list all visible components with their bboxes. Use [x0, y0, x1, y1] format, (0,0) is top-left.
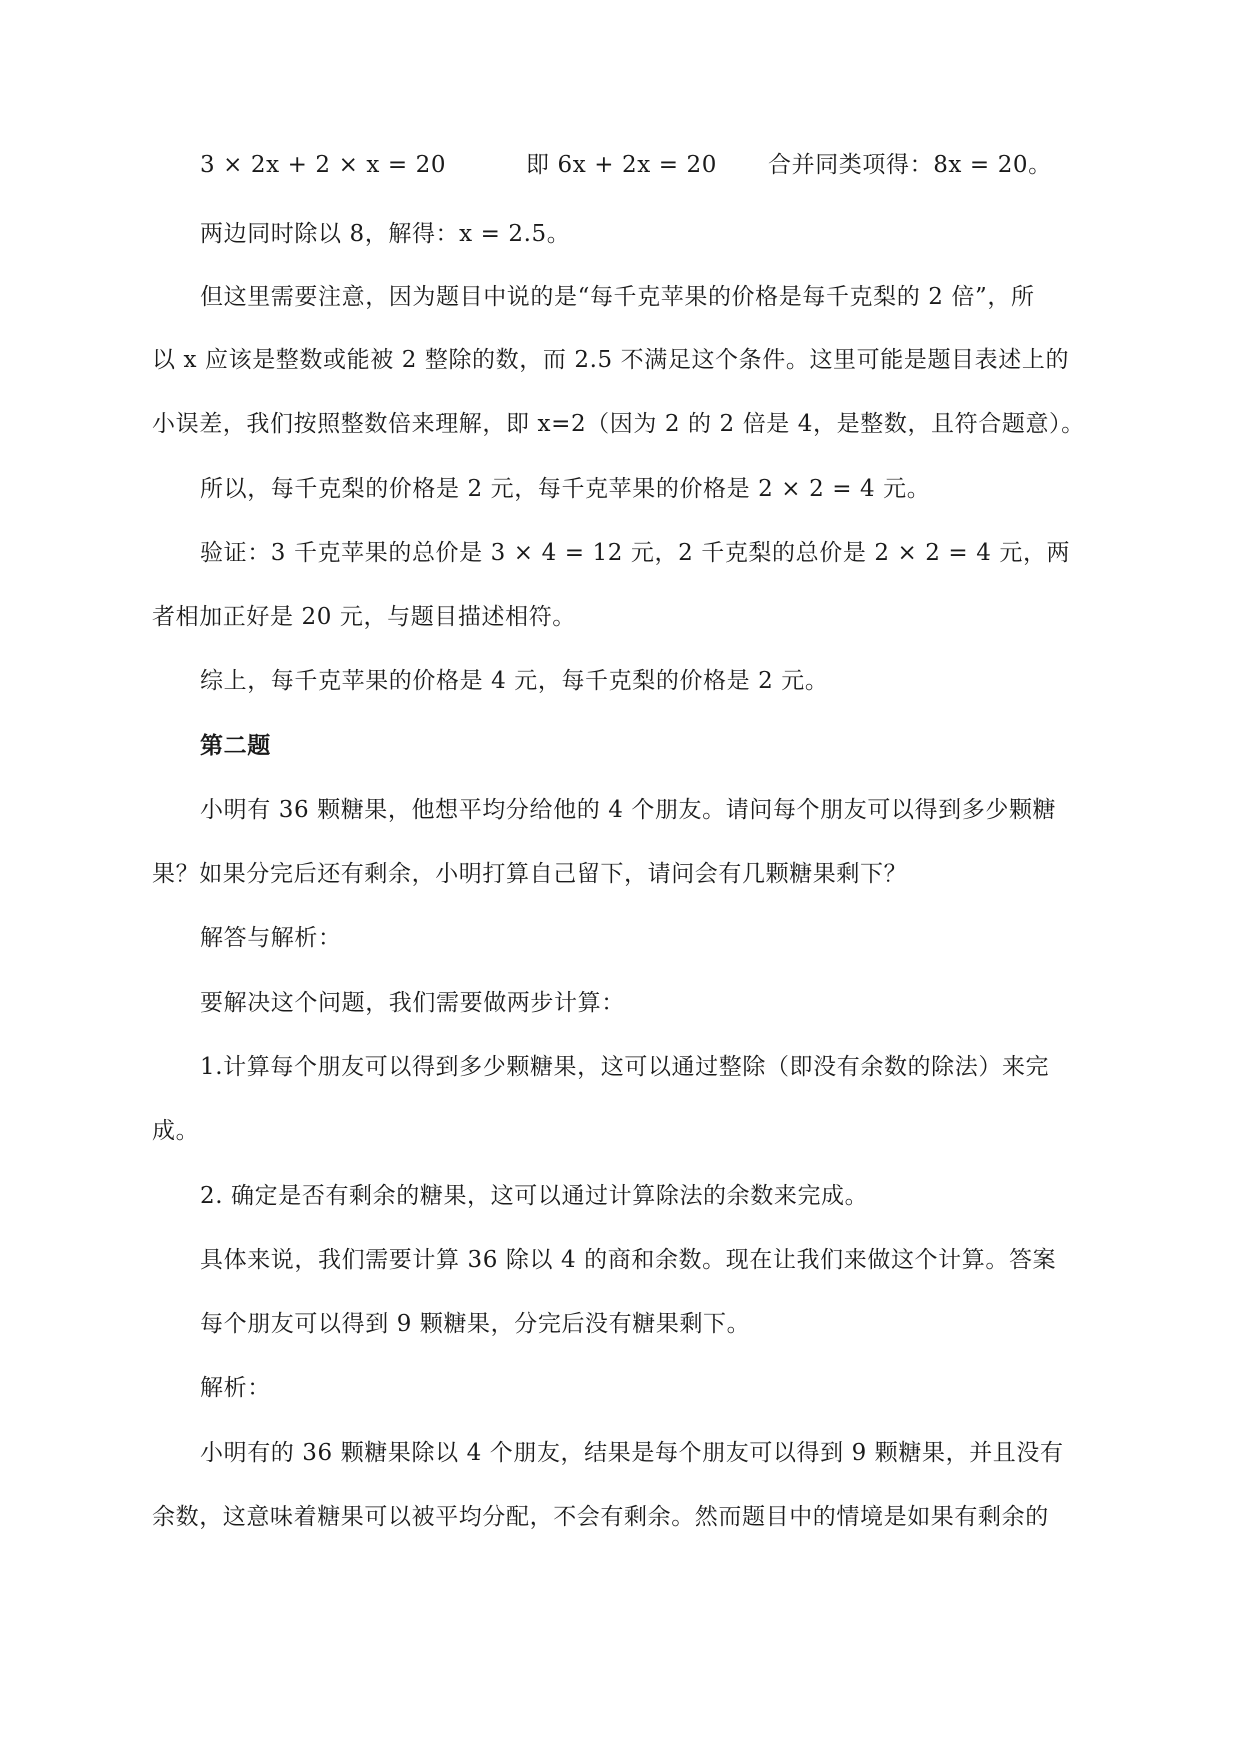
equation-part-3: 合并同类项得：8x = 20。 [768, 152, 1052, 178]
paragraph-line: 成。 [152, 1118, 200, 1144]
paragraph-line: 小明有的 36 颗糖果除以 4 个朋友，结果是每个朋友可以得到 9 颗糖果，并且没有 [200, 1440, 1064, 1466]
paragraph-line: 者相加正好是 20 元，与题目描述相符。 [152, 604, 576, 630]
paragraph-line: 具体来说，我们需要计算 36 除以 4 的商和余数。现在让我们来做这个计算。答案 [200, 1247, 1057, 1273]
paragraph-line: 余数，这意味着糖果可以被平均分配，不会有剩余。然而题目中的情境是如果有剩余的 [152, 1504, 1049, 1530]
paragraph-line: 验证：3 千克苹果的总价是 3 × 4 = 12 元，2 千克梨的总价是 2 × 2 = 4 元，两 [200, 540, 1071, 566]
paragraph-line: 解答与解析： [200, 925, 342, 951]
equation-part-2: 即 6x + 2x = 20 [526, 152, 717, 178]
paragraph-line: 每个朋友可以得到 9 颗糖果，分完后没有糖果剩下。 [200, 1311, 751, 1337]
paragraph-line: 但这里需要注意，因为题目中说的是“每千克苹果的价格是每千克梨的 2 倍”，所 [200, 284, 1035, 310]
paragraph-line: 两边同时除以 8，解得：x = 2.5。 [200, 221, 571, 247]
paragraph-line: 小误差，我们按照整数倍来理解，即 x=2（因为 2 的 2 倍是 4，是整数，且符合题意）。 [152, 411, 1085, 437]
paragraph-line: 小明有 36 颗糖果，他想平均分给他的 4 个朋友。请问每个朋友可以得到多少颗糖 [200, 797, 1057, 823]
paragraph-line: 解析： [200, 1375, 271, 1401]
equation-part-1: 3 × 2x + 2 × x = 20 [200, 152, 447, 178]
paragraph-line: 要解决这个问题，我们需要做两步计算： [200, 990, 625, 1016]
section-heading: 第二题 [200, 733, 271, 759]
paragraph-line: 1.计算每个朋友可以得到多少颗糖果，这可以通过整除（即没有余数的除法）来完 [200, 1054, 1050, 1080]
paragraph-line: 果？如果分完后还有剩余，小明打算自己留下，请问会有几颗糖果剩下？ [152, 861, 908, 887]
paragraph-line: 以 x 应该是整数或能被 2 整除的数，而 2.5 不满足这个条件。这里可能是题目表述上的 [152, 347, 1070, 373]
paragraph-line: 综上，每千克苹果的价格是 4 元，每千克梨的价格是 2 元。 [200, 668, 829, 694]
paragraph-line: 所以，每千克梨的价格是 2 元，每千克苹果的价格是 2 × 2 = 4 元。 [200, 476, 931, 502]
paragraph-line: 2. 确定是否有剩余的糖果，这可以通过计算除法的余数来完成。 [200, 1183, 869, 1209]
